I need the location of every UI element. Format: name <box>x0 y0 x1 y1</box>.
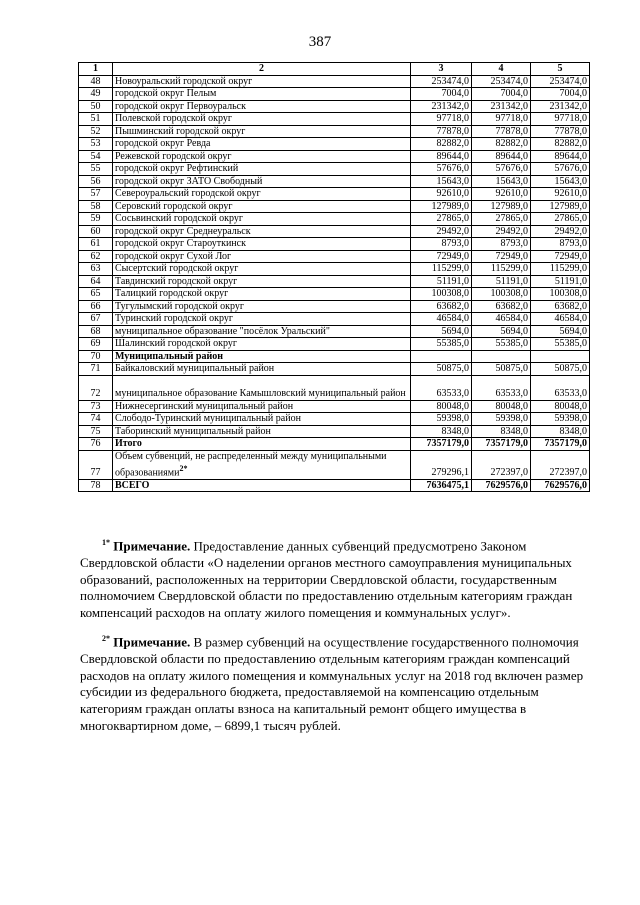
row-col-4: 7357179,0 <box>472 438 531 451</box>
table-row <box>79 313 590 326</box>
table-row <box>79 250 590 263</box>
row-name: городской округ Рефтинский <box>113 163 411 176</box>
row-col-5: 100308,0 <box>531 288 590 301</box>
row-col-5: 72949,0 <box>531 250 590 263</box>
row-col-3: 8793,0 <box>411 238 472 251</box>
table-row <box>79 425 590 438</box>
row-number: 78 <box>79 479 113 492</box>
note-1-text: Предоставление данных субвенций предусмотрено Законом Свердловской области «О наделении органов местного самоуправления муниципальных образований, расположенных на территории Свердловской области, государственным полномочием Свердловской области по предоставлению отдельным категориям граждан компенсаций расходов на оплату жилого помещения и коммунальных услуг». <box>80 538 573 620</box>
row-name: городской округ Ревда <box>113 138 411 151</box>
row-number: 71 <box>79 363 113 376</box>
row-col-3: 51191,0 <box>411 275 472 288</box>
note-2-label: Примечание. <box>113 634 191 650</box>
note-2-marker: 2* <box>102 634 110 644</box>
table-row <box>79 438 590 451</box>
subventions-table <box>78 62 590 492</box>
row-col-3: 8348,0 <box>411 425 472 438</box>
row-number: 48 <box>79 75 113 88</box>
row-col-4: 15643,0 <box>472 175 531 188</box>
row-number: 64 <box>79 275 113 288</box>
row-col-3: 46584,0 <box>411 313 472 326</box>
row-col-5: 127989,0 <box>531 200 590 213</box>
row-col-3: 92610,0 <box>411 188 472 201</box>
row-col-4: 231342,0 <box>472 100 531 113</box>
row-col-3: 63533,0 <box>411 375 472 400</box>
row-col-4: 27865,0 <box>472 213 531 226</box>
row-name: Новоуральский городской округ <box>113 75 411 88</box>
row-col-5: 80048,0 <box>531 400 590 413</box>
row-col-5: 55385,0 <box>531 338 590 351</box>
row-name: городской округ Первоуральск <box>113 100 411 113</box>
row-name: Талицкий городской округ <box>113 288 411 301</box>
row-col-4: 80048,0 <box>472 400 531 413</box>
row-name: Полевской городской округ <box>113 113 411 126</box>
note-1 <box>80 535 589 621</box>
row-col-3: 57676,0 <box>411 163 472 176</box>
row-col-3: 63682,0 <box>411 300 472 313</box>
row-name: Байкаловский муниципальный район <box>113 363 411 376</box>
row-col-5: 7629576,0 <box>531 479 590 492</box>
row-col-4: 97718,0 <box>472 113 531 126</box>
row-col-4: 29492,0 <box>472 225 531 238</box>
table-row <box>79 450 590 479</box>
row-name: Слободо-Туринский муниципальный район <box>113 413 411 426</box>
row-col-3: 97718,0 <box>411 113 472 126</box>
table-row <box>79 175 590 188</box>
row-name: Тугулымский городской округ <box>113 300 411 313</box>
table-row <box>79 88 590 101</box>
row-col-3: 50875,0 <box>411 363 472 376</box>
note-1-marker: 1* <box>102 538 110 547</box>
row-col-5: 5694,0 <box>531 325 590 338</box>
row-col-4: 46584,0 <box>472 313 531 326</box>
row-number: 62 <box>79 250 113 263</box>
row-name: Шалинский городской округ <box>113 338 411 351</box>
row-col-4: 57676,0 <box>472 163 531 176</box>
row-number: 51 <box>79 113 113 126</box>
table-row <box>79 363 590 376</box>
row-col-5: 115299,0 <box>531 263 590 276</box>
table-row <box>79 138 590 151</box>
row-col-3: 80048,0 <box>411 400 472 413</box>
row-number: 66 <box>79 300 113 313</box>
row-col-3 <box>411 350 472 363</box>
row-name: Серовский городской округ <box>113 200 411 213</box>
row-col-4: 89644,0 <box>472 150 531 163</box>
row-col-3: 253474,0 <box>411 75 472 88</box>
header-col-2: 2 <box>113 63 411 76</box>
row-col-4: 77878,0 <box>472 125 531 138</box>
row-name: Нижнесергинский муниципальный район <box>113 400 411 413</box>
table-row <box>79 225 590 238</box>
row-col-3: 7004,0 <box>411 88 472 101</box>
row-col-4: 72949,0 <box>472 250 531 263</box>
row-col-3: 231342,0 <box>411 100 472 113</box>
row-name: ВСЕГО <box>113 479 411 492</box>
table-row <box>79 300 590 313</box>
note-1-label: Примечание. <box>113 538 191 554</box>
row-name: Пышминский городской округ <box>113 125 411 138</box>
row-col-4: 63533,0 <box>472 375 531 400</box>
row-number: 59 <box>79 213 113 226</box>
row-col-4 <box>472 350 531 363</box>
footnote-marker: 2* <box>179 463 188 473</box>
row-col-3: 82882,0 <box>411 138 472 151</box>
table-row <box>79 375 590 400</box>
table-row <box>79 213 590 226</box>
row-name: городской округ Среднеуральск <box>113 225 411 238</box>
table-header-row <box>79 63 590 76</box>
row-col-3: 72949,0 <box>411 250 472 263</box>
table-row <box>79 238 590 251</box>
row-col-3: 100308,0 <box>411 288 472 301</box>
row-col-5: 59398,0 <box>531 413 590 426</box>
row-col-5: 46584,0 <box>531 313 590 326</box>
row-name: Таборинский муниципальный район <box>113 425 411 438</box>
row-number: 65 <box>79 288 113 301</box>
notes <box>80 535 589 744</box>
row-col-3: 15643,0 <box>411 175 472 188</box>
row-name: Итого <box>113 438 411 451</box>
table-row <box>79 350 590 363</box>
row-col-4: 272397,0 <box>472 450 531 479</box>
row-number: 77 <box>79 450 113 479</box>
row-name: Североуральский городской округ <box>113 188 411 201</box>
row-col-5: 231342,0 <box>531 100 590 113</box>
row-col-5: 8348,0 <box>531 425 590 438</box>
row-col-5 <box>531 350 590 363</box>
table-row <box>79 263 590 276</box>
row-col-5: 82882,0 <box>531 138 590 151</box>
row-name: городской округ Сухой Лог <box>113 250 411 263</box>
row-col-3: 7357179,0 <box>411 438 472 451</box>
row-col-4: 55385,0 <box>472 338 531 351</box>
row-col-5: 57676,0 <box>531 163 590 176</box>
row-number: 56 <box>79 175 113 188</box>
row-number: 68 <box>79 325 113 338</box>
row-number: 70 <box>79 350 113 363</box>
row-col-4: 100308,0 <box>472 288 531 301</box>
row-number: 53 <box>79 138 113 151</box>
row-col-3: 55385,0 <box>411 338 472 351</box>
page-number: 387 <box>308 34 332 50</box>
row-name: Сысертский городской округ <box>113 263 411 276</box>
row-col-4: 8793,0 <box>472 238 531 251</box>
row-name: городской округ ЗАТО Свободный <box>113 175 411 188</box>
row-name: Сосьвинский городской округ <box>113 213 411 226</box>
header-col-3: 3 <box>411 63 472 76</box>
row-name: Туринский городской округ <box>113 313 411 326</box>
row-col-3: 59398,0 <box>411 413 472 426</box>
table-row <box>79 100 590 113</box>
row-col-5: 29492,0 <box>531 225 590 238</box>
row-col-5: 50875,0 <box>531 363 590 376</box>
row-col-5: 63533,0 <box>531 375 590 400</box>
note-2 <box>80 631 589 734</box>
table-row <box>79 113 590 126</box>
row-col-5: 27865,0 <box>531 213 590 226</box>
row-number: 54 <box>79 150 113 163</box>
row-col-4: 63682,0 <box>472 300 531 313</box>
row-name: муниципальное образование "посёлок Уральский" <box>113 325 411 338</box>
header-col-4: 4 <box>472 63 531 76</box>
row-col-3: 5694,0 <box>411 325 472 338</box>
table-row <box>79 479 590 492</box>
row-col-5: 63682,0 <box>531 300 590 313</box>
row-col-3: 127989,0 <box>411 200 472 213</box>
row-col-4: 5694,0 <box>472 325 531 338</box>
table-row <box>79 338 590 351</box>
table-row <box>79 75 590 88</box>
table-row <box>79 125 590 138</box>
row-col-3: 89644,0 <box>411 150 472 163</box>
table-row <box>79 188 590 201</box>
row-number: 63 <box>79 263 113 276</box>
row-col-4: 127989,0 <box>472 200 531 213</box>
row-number: 74 <box>79 413 113 426</box>
row-col-5: 51191,0 <box>531 275 590 288</box>
row-name: Режевской городской округ <box>113 150 411 163</box>
row-col-5: 92610,0 <box>531 188 590 201</box>
row-col-5: 8793,0 <box>531 238 590 251</box>
row-name: Объем субвенций, не распределенный между муниципальными образованиями$^{2*}$ <box>113 450 411 479</box>
row-name: Тавдинский городской округ <box>113 275 411 288</box>
row-col-4: 253474,0 <box>472 75 531 88</box>
row-number: 67 <box>79 313 113 326</box>
row-number: 52 <box>79 125 113 138</box>
row-number: 69 <box>79 338 113 351</box>
row-col-5: 77878,0 <box>531 125 590 138</box>
row-col-5: 272397,0 <box>531 450 590 479</box>
row-col-3: 7636475,1 <box>411 479 472 492</box>
row-name: городской округ Староуткинск <box>113 238 411 251</box>
row-col-5: 97718,0 <box>531 113 590 126</box>
row-col-4: 82882,0 <box>472 138 531 151</box>
row-col-5: 7357179,0 <box>531 438 590 451</box>
row-number: 72 <box>79 375 113 400</box>
row-number: 75 <box>79 425 113 438</box>
row-col-5: 15643,0 <box>531 175 590 188</box>
row-name: муниципальное образование Камышловский муниципальный район <box>113 375 411 400</box>
table-row <box>79 288 590 301</box>
row-col-4: 50875,0 <box>472 363 531 376</box>
row-number: 55 <box>79 163 113 176</box>
header-col-5: 5 <box>531 63 590 76</box>
row-col-3: 279296,1 <box>411 450 472 479</box>
row-number: 58 <box>79 200 113 213</box>
row-col-3: 115299,0 <box>411 263 472 276</box>
row-number: 61 <box>79 238 113 251</box>
row-number: 73 <box>79 400 113 413</box>
row-col-3: 27865,0 <box>411 213 472 226</box>
row-number: 49 <box>79 88 113 101</box>
table-row <box>79 400 590 413</box>
table-row <box>79 325 590 338</box>
table-row <box>79 150 590 163</box>
header-col-1: 1 <box>79 63 113 76</box>
table-row <box>79 413 590 426</box>
row-name: городской округ Пелым <box>113 88 411 101</box>
row-number: 76 <box>79 438 113 451</box>
row-col-5: 7004,0 <box>531 88 590 101</box>
table-row <box>79 163 590 176</box>
row-col-4: 7629576,0 <box>472 479 531 492</box>
table-row <box>79 200 590 213</box>
row-number: 60 <box>79 225 113 238</box>
row-name: Муниципальный район <box>113 350 411 363</box>
row-col-4: 8348,0 <box>472 425 531 438</box>
row-col-4: 59398,0 <box>472 413 531 426</box>
table-row <box>79 275 590 288</box>
row-col-4: 7004,0 <box>472 88 531 101</box>
row-col-4: 92610,0 <box>472 188 531 201</box>
row-number: 50 <box>79 100 113 113</box>
row-col-4: 51191,0 <box>472 275 531 288</box>
row-col-5: 253474,0 <box>531 75 590 88</box>
table-body <box>79 75 590 492</box>
row-col-3: 77878,0 <box>411 125 472 138</box>
row-col-5: 89644,0 <box>531 150 590 163</box>
row-number: 57 <box>79 188 113 201</box>
note-2-text: В размер субвенций на осуществление государственного полномочия Свердловской области по предоставлению отдельным категориям граждан компенсаций расходов на оплату жилого помещения и коммунальных услуг на 2018 год включен размер субсидии из федерального бюджета, предоставляемой на компенсацию отдельным категориям граждан оплаты взноса на капитальный ремонт общего имущества в многоквартирном доме, – 6899,1 тысяч рублей. <box>80 634 584 733</box>
row-col-3: 29492,0 <box>411 225 472 238</box>
row-col-4: 115299,0 <box>472 263 531 276</box>
